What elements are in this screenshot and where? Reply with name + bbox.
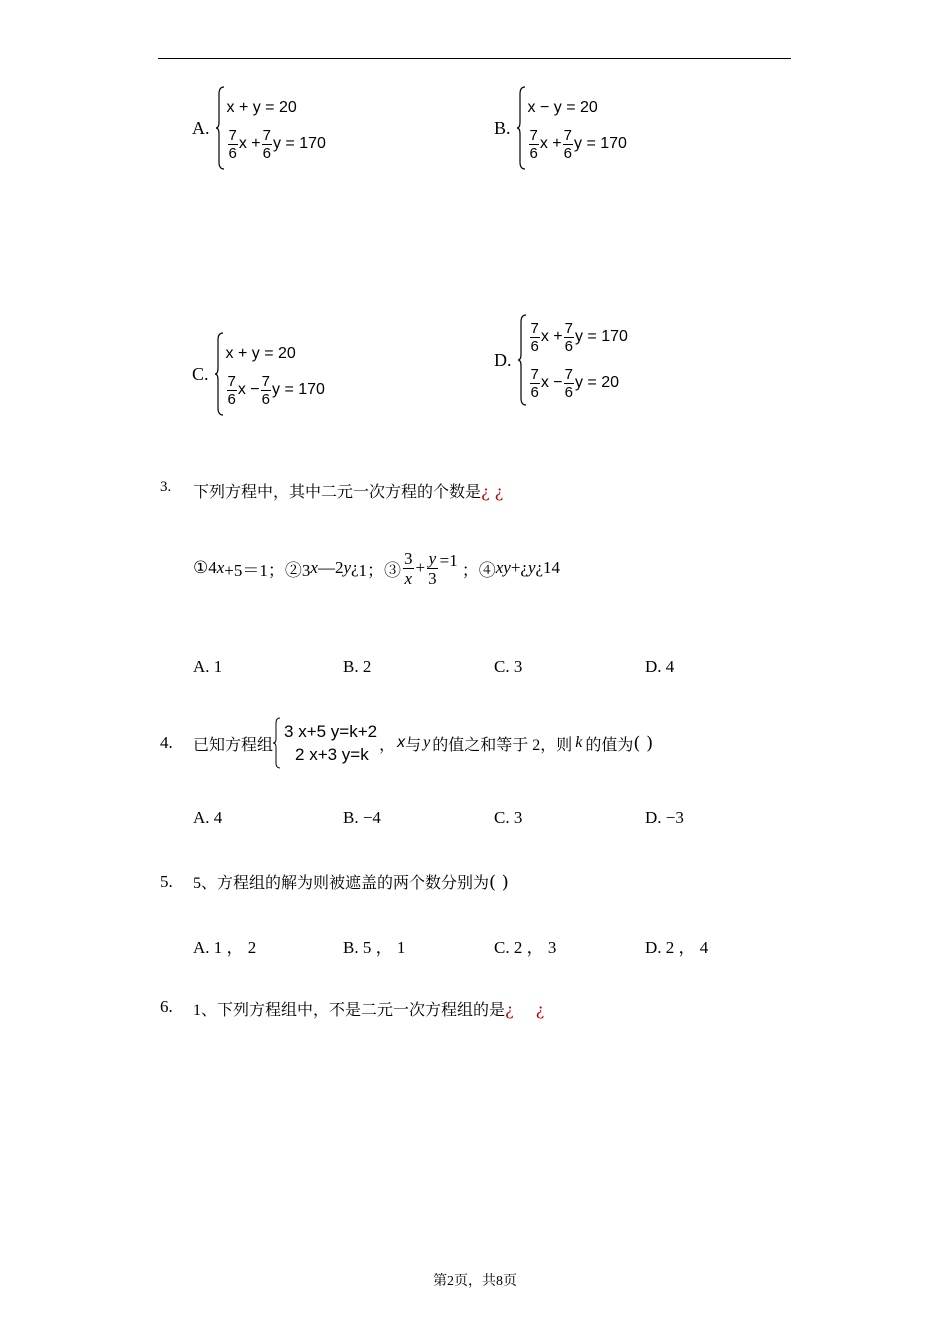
question-3-items: ①4 x +5＝1；②3 x —2 y ¿ 1；③ $\frac{3}{x}$ + $\frac{y}{3}$ =1 ；④ xy + ¿ y ¿ 14 [193, 548, 561, 588]
left-brace-icon [273, 717, 281, 769]
equation-2: $\frac{7}{6}$ x − $\frac{7}{6}$ y = 20 [530, 365, 620, 401]
option-d-label: D. [494, 349, 512, 370]
question-4-text: 已知方程组 3 x+5 y=k+2 2 x+3 y=k ， x 与 y 的值之和等于 2，则 k 的值为 ( ) [193, 714, 653, 772]
question-3-number: 3. [160, 479, 172, 495]
question-6-text: 1、下列方程组中，不是二元一次方程组的是¿ ¿ [193, 1000, 545, 1019]
option-a[interactable] [192, 86, 326, 170]
left-brace-icon [216, 86, 225, 170]
equation-2: $\frac{7}{6}$ x + $\frac{7}{6}$ y = 170 [228, 126, 326, 162]
q3-choice-d[interactable]: D. 4 [645, 657, 675, 676]
q3-choice-b[interactable]: B. 2 [343, 657, 372, 676]
q5-choice-d[interactable]: D. 2 ， 4 [645, 938, 709, 957]
equation-1: $\frac{7}{6}$ x + $\frac{7}{6}$ y = 170 [530, 319, 628, 355]
question-4-number: 4. [160, 733, 173, 752]
q4-choice-b[interactable]: B. −4 [343, 808, 381, 827]
question-6-number: 6. [160, 997, 173, 1016]
option-c-label: C. [192, 363, 209, 384]
q4-choice-a[interactable]: A. 4 [193, 808, 223, 827]
header-rule [158, 58, 791, 59]
left-brace-icon [517, 86, 526, 170]
question-5-text: 5、方程组的解为则被遮盖的两个数分别为( ) [193, 872, 509, 893]
equation-2: $\frac{7}{6}$ x − $\frac{7}{6}$ y = 170 [227, 372, 325, 408]
equation-1: x + y = 20 [225, 345, 296, 362]
option-b-label: B. [494, 117, 511, 138]
q4-choice-c[interactable]: C. 3 [494, 808, 523, 827]
placeholder-mark: ¿ ¿ [481, 482, 504, 501]
equation-2: $\frac{7}{6}$ x + $\frac{7}{6}$ y = 170 [529, 126, 627, 162]
question-3-text: 下列方程中，其中二元一次方程的个数是¿ ¿ [193, 482, 504, 501]
option-d[interactable] [494, 314, 628, 406]
q5-choice-c[interactable]: C. 2 ， 3 [494, 938, 557, 957]
q5-choice-a[interactable]: A. 1 ， 2 [193, 938, 257, 957]
system-equation-2: 2 x+3 y=k [295, 745, 369, 764]
equation-1: x + y = 20 [226, 99, 297, 116]
equation-1: x − y = 20 [527, 99, 598, 116]
q4-choice-d[interactable]: D. −3 [645, 808, 684, 827]
option-b[interactable] [494, 86, 627, 170]
left-brace-icon [518, 314, 527, 406]
q5-choice-b[interactable]: B. 5 ， 1 [343, 938, 406, 957]
question-5-number: 5. [160, 872, 173, 891]
option-a-label: A. [192, 117, 210, 138]
q3-choice-a[interactable]: A. 1 [193, 657, 223, 676]
option-c[interactable] [192, 332, 325, 416]
q3-choice-c[interactable]: C. 3 [494, 657, 523, 676]
left-brace-icon [215, 332, 224, 416]
page-footer: 第2页，共8页 [433, 1274, 517, 1289]
system-equation-1: 3 x+5 y=k+2 [284, 722, 378, 741]
